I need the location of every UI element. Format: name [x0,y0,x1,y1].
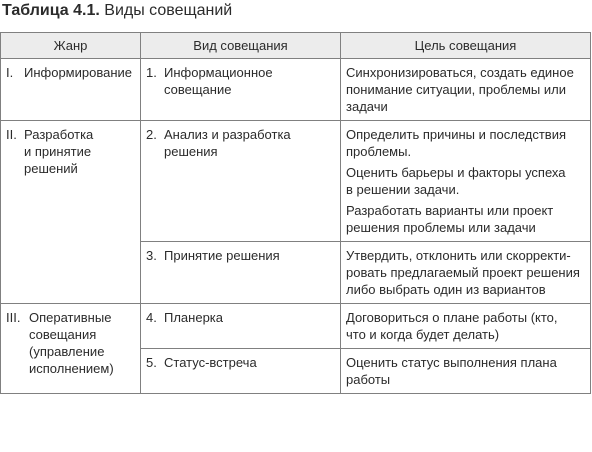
caption-label: Таблица 4.1. [2,2,100,19]
type-cell-5 [141,349,341,394]
goal-cell-2 [341,121,591,242]
table-row [1,121,591,242]
genre-number: II. [6,127,17,142]
meeting-types-table [0,32,591,394]
goal-text: Утвердить, отклонить или скорректи- ровать предлагаемый проект решения либо выбрать один из вариантов [346,248,580,297]
genre-name: Информирование [24,65,132,80]
table-row [1,304,591,349]
goal-text: Оценить статус выполнения плана работы [346,355,557,387]
header-meeting-goal: Цель совещания [341,33,591,59]
goal-cell-4 [341,304,591,349]
genre-number: III. [6,310,21,325]
type-cell-3 [141,242,341,304]
type-cell-1 [141,59,341,121]
type-cell-4 [141,304,341,349]
type-number: 4. [146,310,157,325]
goal-text: Договориться о плане работы (кто, что и когда будет делать) [346,310,558,342]
genre-cell-3 [1,304,141,394]
goal-text: Синхронизироваться, создать единое понимание ситуации, проблемы или задачи [346,65,574,114]
goal-cell-3 [341,242,591,304]
genre-number: I. [6,65,14,80]
type-number: 2. [146,127,157,142]
table-header-row [1,33,591,59]
type-name: Информационное совещание [164,65,273,97]
type-number: 3. [146,248,157,263]
genre-name: Оперативные совещания (управление исполнением) [29,310,114,376]
type-name: Статус-встреча [164,355,257,370]
goal-cell-5 [341,349,591,394]
goal-cell-1 [341,59,591,121]
goal-text: Оценить барьеры и факторы успеха в решении задачи. [346,165,566,197]
type-name: Принятие решения [164,248,280,263]
type-name: Планерка [164,310,224,325]
type-cell-2 [141,121,341,242]
genre-name: Разработка и принятие решений [24,127,94,176]
genre-cell-2 [1,121,141,304]
goal-text: Разработать варианты или проект решения проблемы или задачи [346,203,554,235]
type-name: Анализ и разработка решения [164,127,291,159]
header-meeting-type: Вид совещания [141,33,341,59]
table-row [1,59,591,121]
type-number: 1. [146,65,157,80]
genre-cell-1 [1,59,141,121]
table-caption [2,1,232,21]
goal-text: Определить причины и последствия проблемы. [346,127,567,159]
caption-text: Виды совещаний [104,2,233,19]
header-genre: Жанр [1,33,141,59]
type-number: 5. [146,355,157,370]
